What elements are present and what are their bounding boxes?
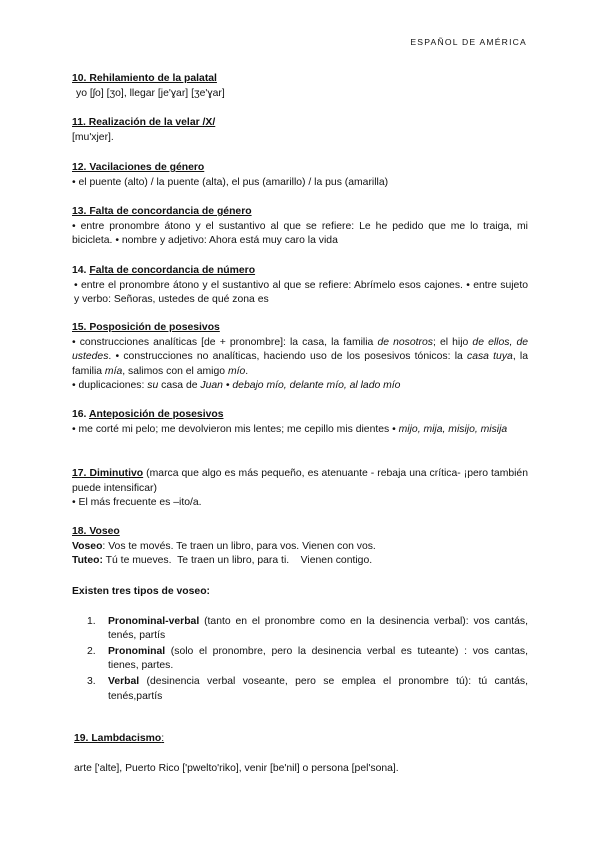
section-body: [mu'xjer]. [72,131,114,143]
section-19 [72,732,528,776]
section-heading [72,732,528,747]
section-heading: 11. Realización de la velar /X/ [72,117,216,128]
list-item [72,645,528,674]
italic-run: mía [104,365,123,377]
list-item [72,615,528,644]
section-body-line-2 [72,379,528,394]
tuteo-label: Tuteo: [72,555,103,567]
section-heading: 17. Diminutivo [72,468,144,479]
heading-title: Falta de concordancia de número [89,265,256,276]
list-item [72,675,528,704]
list-text: (desinencia verbal voseante, pero se emplea el pronombre tú): tú cantás, tenés,partís [108,675,528,702]
voseo-types [72,585,528,704]
section-11 [72,116,528,145]
text-run: casa de [158,380,201,392]
italic-run: mío [227,365,246,377]
heading-title: 19. Lambdacismo [74,733,162,744]
section-13 [72,205,528,249]
section-heading: 12. Vacilaciones de género [72,162,205,173]
heading-number: 14. [72,265,87,276]
voseo-line [72,540,528,555]
section-18 [72,525,528,569]
list-term: Pronominal [108,645,166,657]
list-text: (solo el pronombre, pero la desinencia verbal es tuteante) : vos cantas, tienes, partes. [108,645,528,672]
section-16 [72,408,528,437]
section-17 [72,467,528,511]
list-text: (tanto en el pronombre como en la desinencia verbal): vos cantás, tenés, partís [108,615,528,642]
tuteo-line [72,554,528,569]
voseo-text: : Vos te movés. Te traen un libro, para vos. Vienen con vos. [102,540,376,552]
list-term: Verbal [108,675,140,687]
section-heading: 10. Rehilamiento de la palatal [72,73,217,84]
section-heading [72,408,528,423]
italic-run: de ellos, de ustedes [72,336,528,363]
list-number: 2. [87,645,96,657]
list-term: Pronominal-verbal [108,615,200,627]
section-body: • entre pronombre átono y el sustantivo al que se refiere: Le he pedido que me lo traiga, mi bicicleta. • nombre y adjetivo: Ahora está muy caro la vida [72,220,528,247]
section-body: yo [ʃo] [ʒo], llegar [je'ɣar] [ʒe'ɣar] [76,87,225,99]
text-run: . [245,365,249,377]
section-body: arte ['alte], Puerto Rico ['pwelto'riko], venir [be'nil] o persona [pel'sona]. [74,762,399,774]
tuteo-text: Tú te mueves. Te traen un libro, para ti. Vienen contigo. [102,555,373,567]
page-header: ESPAÑOL DE AMÉRICA [410,37,527,47]
list-number: 3. [87,675,96,687]
voseo-label: Voseo [72,540,103,552]
italic-run: mijo, mija, misijo, misija [398,423,508,435]
text-run: • duplicaciones: [72,380,148,392]
voseo-types-list [72,615,528,705]
section-body [72,467,528,496]
text-run: ; el hijo [432,336,473,348]
section-body [72,423,528,438]
italic-run: Juan [200,380,223,392]
section-body: • entre el pronombre átono y el sustantivo al que se refiere: Abrímelo esos cajones. • entre sujeto y verbo: Señoras, ustedes de qué zona es [74,279,528,306]
text-run: . • construcciones no analíticas, haciendo uso de los posesivos tónicos: la [108,351,467,363]
italic-run: • debajo mío, delante mío, al lado mío [222,380,401,392]
section-heading: 18. Voseo [72,526,120,537]
section-body-line-2: • El más frecuente es –ito/a. [72,497,202,509]
section-15 [72,321,528,394]
italic-run: casa tuya [467,351,513,363]
text-run: • construcciones analíticas [de + pronombre]: la casa, la familia [72,336,378,348]
heading-colon: : [161,733,165,744]
text-run: , la familia [72,351,528,377]
section-body: • el puente (alto) / la puente (alta), el pus (amarillo) / la pus (amarilla) [72,176,389,188]
text-run: • me corté mi pelo; me devolvieron mis lentes; me cepillo mis dientes • [72,423,399,435]
section-14 [72,264,528,308]
heading-number: 16. [72,409,87,420]
section-heading: 13. Falta de concordancia de género [72,206,252,217]
italic-run: de nosotros [377,336,433,348]
voseo-types-title: Existen tres tipos de voseo: [72,586,211,597]
section-heading: 15. Posposición de posesivos [72,322,220,333]
text-run: (marca que algo es más pequeño, es atenuante - rebaja una crítica- ¡pero también puede intensificar) [72,468,528,494]
italic-run: su [147,380,159,392]
section-12 [72,161,528,190]
section-heading [72,264,528,279]
list-number: 1. [87,615,96,627]
text-run: , salimos con el amigo [122,365,228,377]
section-body-line-1 [72,336,528,380]
section-10 [72,72,528,101]
heading-title: Anteposición de posesivos [88,409,224,420]
